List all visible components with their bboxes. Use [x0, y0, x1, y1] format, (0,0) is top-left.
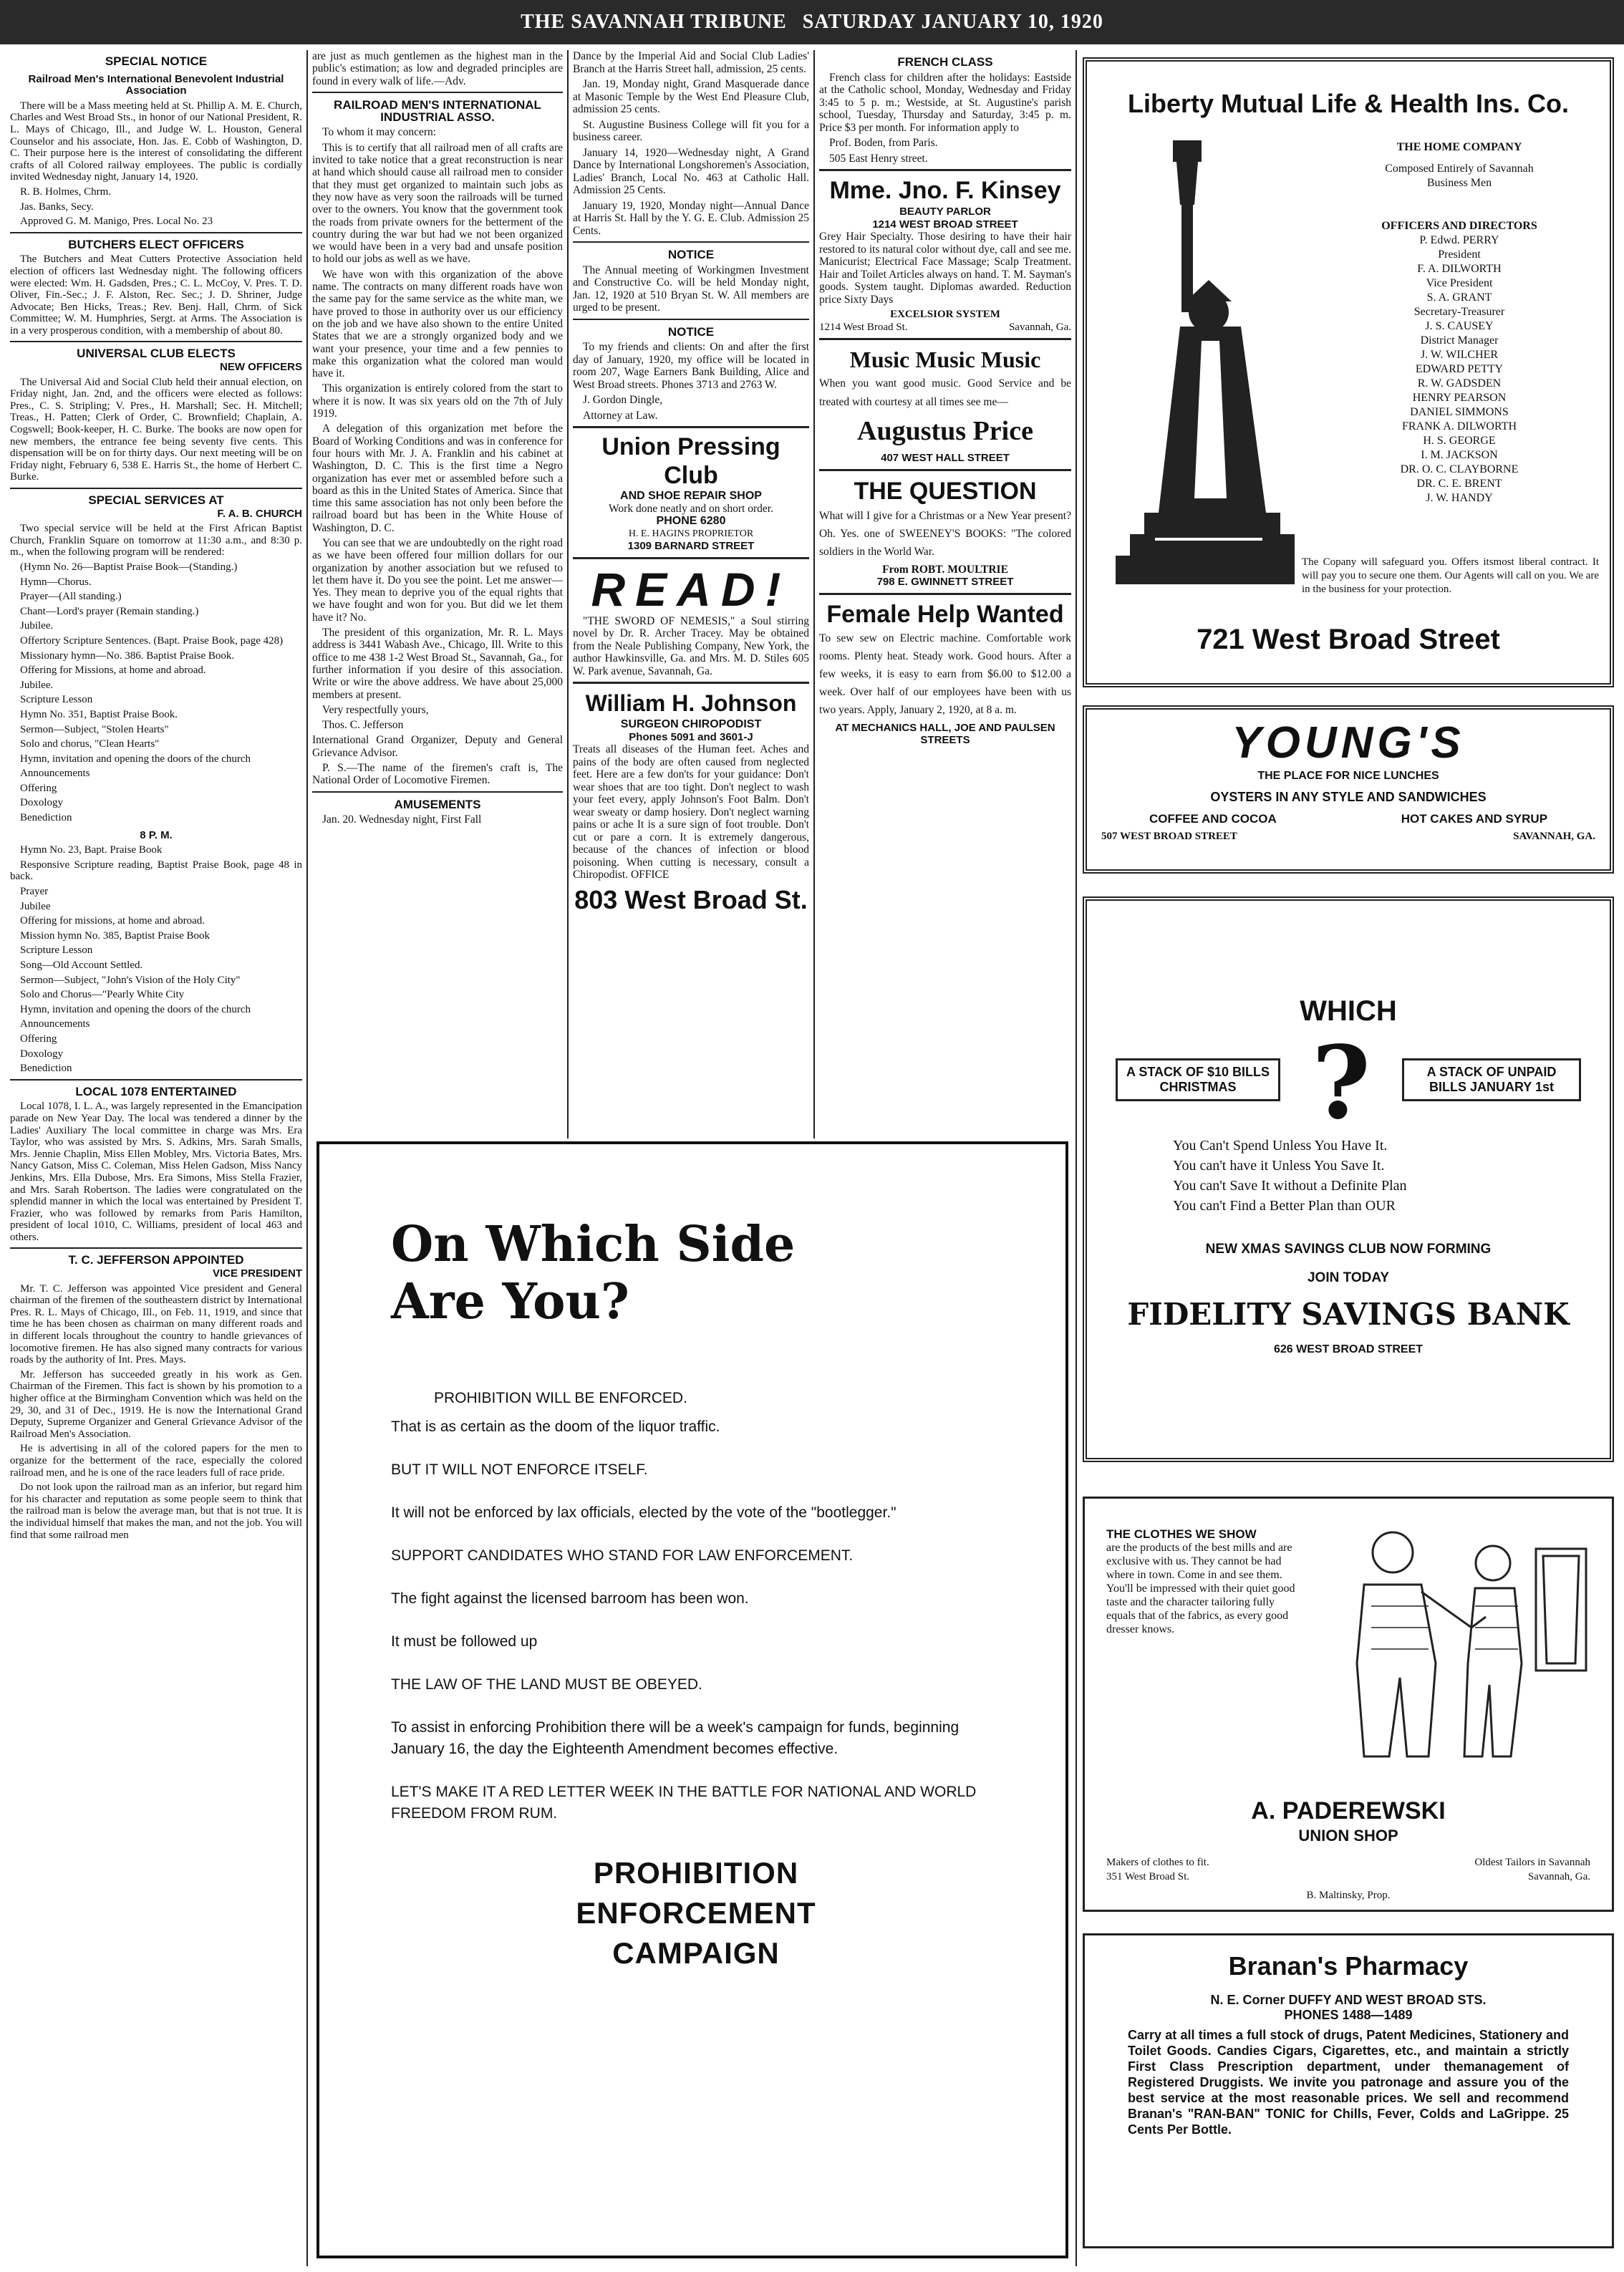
johnson-phones: Phones 5091 and 3601-J: [629, 730, 753, 743]
fidelity-line: You Can't Spend Unless You Have It.: [1173, 1138, 1388, 1154]
liberty-officers-title: OFFICERS AND DIRECTORS: [1381, 220, 1537, 232]
program-item: Announcements: [20, 768, 90, 780]
fidelity-choice: [1087, 1025, 1610, 1142]
youngs-row: [1087, 812, 1610, 826]
youngs-footer: [1087, 826, 1610, 843]
fidelity-club: NEW XMAS SAVINGS CLUB NOW FORMING: [1205, 1242, 1492, 1257]
liberty-title: Liberty Mutual Life & Health Ins. Co.: [1127, 89, 1570, 118]
kinsey-address: 1214 West Broad St.: [819, 321, 908, 333]
union-club-line: Work done neatly and on short order.: [609, 502, 773, 515]
special-notice-subtitle: Railroad Men's International Benevolent Industrial Association: [28, 72, 284, 97]
branan-phones: PHONES 1488—1489: [1284, 2008, 1413, 2022]
continued-text: are just as much gentlemen as the highest man in the public's estimation; as low and degraded principles are found in every walk of life.—Adv.: [312, 50, 563, 87]
special-notice-body: There will be a Mass meeting held at St. Phillip A. M. E. Church, Charles and West Broad Sts., in honor of our National President, R. L. Mays of Chicago, Ill., and Judge W. L. Houston, General Counselor and his associate, Hon. Jas. E. Cobb of Washington, D. C. Their purpose here is the interest of consolidating the different crafts of all Colored railway employees. The public is cordially invited Wednesday night, January 14, 1920.: [10, 100, 302, 183]
column-rule: [1076, 50, 1077, 2266]
prohibition-ad: [316, 1141, 1068, 2258]
officer: DR. C. E. BRENT: [1416, 478, 1502, 490]
divider: [819, 338, 1071, 340]
program-item: Missionary hymn—No. 386. Baptist Praise Book.: [20, 649, 235, 662]
officer: EDWARD PETTY: [1415, 363, 1504, 375]
kinsey-body: Grey Hair Specialty. Those desiring to have their hair restored to its natural color without dye, call and see me. Manicurist; Electrical Face Massage; Scalp Treatment. Hair and Toilet Articles always on hand. T. M. Sayman's goods. System taught. Diplomas awarded. Reduction price Sixty Days: [819, 231, 1071, 306]
fidelity-lines: [1087, 1136, 1610, 1216]
evening-heading: 8 P. M.: [140, 828, 173, 841]
divider: [10, 232, 302, 233]
liberty-mutual-ad: [1083, 57, 1614, 687]
jefferson-body: Mr. T. C. Jefferson was appointed Vice president and General chairman of the firemen of the southeastern district by International Pres. R. L. Mays of Chicago, Ill., on Feb. 11, 1919, and since that time he has been chosen as chairman on many different roads and in different locals throughout the country to handle grievances of locomotive firemen. He has also signed many contracts for various roads by the authority of Int. Pres. Mays.: [10, 1282, 302, 1366]
paderewski-prop: B. Maltinsky, Prop.: [1306, 1890, 1391, 1901]
program-item: Solo and Chorus—"Pearly White City: [20, 989, 185, 1001]
divider: [312, 791, 563, 793]
amusement-item: January 14, 1920—Wednesday night, A Grand Dance by International Longshoremen's Association, Ladies' Branch, Local No. 463 at Catholic Hall. Admission 25 Cents.: [573, 146, 809, 196]
signature: Jas. Banks, Secy.: [20, 200, 94, 213]
signature: Attorney at Law.: [583, 409, 658, 422]
union-club-address: 1309 BARNARD STREET: [627, 540, 755, 552]
amusements-title: AMUSEMENTS: [394, 797, 481, 811]
campaign-line: CAMPAIGN: [612, 1936, 780, 1970]
signature: J. Gordon Dingle,: [583, 394, 663, 406]
campaign-title: [391, 1853, 1001, 1973]
union-club-subtitle: AND SHOE REPAIR SHOP: [620, 490, 762, 502]
prohibition-line: To assist in enforcing Prohibition there will be a week's campaign for funds, beginning January 16, the day the Eighteenth Amendment becomes effective.: [391, 1719, 960, 1757]
christmas-box: A STACK OF $10 BILLS CHRISTMAS: [1116, 1058, 1280, 1101]
branans-pharmacy-ad: [1083, 1933, 1614, 2248]
campaign-line: PROHIBITION: [593, 1856, 799, 1890]
divider: [573, 319, 809, 320]
liberty-composed: Composed Entirely of Savannah: [1385, 163, 1534, 175]
fidelity-line: You can't have it Unless You Save It.: [1173, 1158, 1385, 1174]
female-help-address: AT MECHANICS HALL, JOE AND PAULSEN STREETS: [835, 721, 1055, 746]
youngs-line: OYSTERS IN ANY STYLE AND SANDWICHES: [1210, 790, 1487, 804]
amusement-item: Jan. 19, Monday night, Grand Masquerade dance at Masonic Temple by the West End Pleasure Club, admission 25 cents.: [573, 78, 809, 115]
program-item: Doxology: [20, 797, 63, 809]
program-item: Mission hymn No. 385, Baptist Praise Book: [20, 929, 211, 942]
jefferson-subtitle: VICE PRESIDENT: [212, 1267, 302, 1280]
prohibition-line: The fight against the licensed barroom has been won.: [391, 1590, 749, 1607]
program-item: Benediction: [20, 1063, 72, 1075]
paderewski-address: 351 West Broad St.: [1106, 1871, 1190, 1882]
railroad-title: RAILROAD MEN'S INTERNATIONAL INDUSTRIAL ASSO.: [334, 97, 541, 125]
jefferson-body: Do not look upon the railroad man as an inferior, but regard him for his character and reputation as some people seem to think that the railroad man is below the average man, but that is not true. It is the individual himself that makes the man, and not the job. You will find that some railroad men: [10, 1481, 302, 1541]
jefferson-title: T. C. JEFFERSON APPOINTED: [68, 1253, 244, 1267]
paderewski-oldest: Oldest Tailors in Savannah: [1474, 1857, 1590, 1868]
prohibition-line: It must be followed up: [391, 1633, 538, 1650]
divider: [819, 169, 1071, 171]
divider: [819, 469, 1071, 471]
kinsey-subtitle: BEAUTY PARLOR: [899, 206, 991, 218]
branan-address: N. E. Corner DUFFY AND WEST BROAD STS.: [1210, 1993, 1487, 2007]
price-address: 407 WEST HALL STREET: [881, 452, 1010, 464]
campaign-line: ENFORCEMENT: [576, 1896, 816, 1930]
liberty-home: THE HOME COMPANY: [1396, 141, 1522, 153]
program-item: (Hymn No. 26—Baptist Praise Book—(Standing.): [20, 561, 238, 573]
program-item: Song—Old Account Settled.: [20, 959, 143, 971]
officer: President: [1438, 248, 1481, 261]
officer: J. S. CAUSEY: [1425, 320, 1494, 332]
music-title: Music Music Music: [849, 347, 1041, 372]
question-title: THE QUESTION: [854, 477, 1037, 505]
youngs-title: YOUNG'S: [1232, 718, 1465, 768]
youngs-ad: [1083, 705, 1614, 874]
officer: R. W. GADSDEN: [1417, 377, 1502, 390]
butchers-body: The Butchers and Meat Cutters Protective Association held election of officers last Wednesday night. The following officers were elected: Wm. H. Gadsden, Pres.; C. L. McCoy, V. Pres. T. D. Oliver, Fin.-Sec.; J. F. Alston, Rec. Sec.; J. D. Shriner, Judge Advocate; Ben Hicks, Treas.; Rev. Benj. Hall, Chrm. of Sick Committee; W. M. Humphries, Sergt. at Arms. The Association is in a very prosperous condition, with a membership of about 80.: [10, 253, 302, 337]
officer: DR. O. C. CLAYBORNE: [1400, 463, 1519, 475]
fidelity-line: You can't Find a Better Plan than OUR: [1173, 1198, 1396, 1214]
prohibition-line: LET'S MAKE IT A RED LETTER WEEK IN THE BATTLE FOR NATIONAL AND WORLD FREEDOM FROM RUM.: [391, 1784, 977, 1822]
paderewski-row2: [1106, 1871, 1590, 1883]
program-item: Hymn No. 23, Bapt. Praise Book: [20, 844, 163, 856]
universal-title: UNIVERSAL CLUB ELECTS: [77, 347, 236, 361]
youngs-city: SAVANNAH, GA.: [1513, 831, 1595, 842]
universal-subtitle: NEW OFFICERS: [220, 361, 302, 374]
kinsey-system: EXCELSIOR SYSTEM: [890, 309, 1000, 320]
officer: S. A. GRANT: [1426, 291, 1492, 304]
officer: Secretary-Treasurer: [1413, 306, 1505, 318]
officer: P. Edwd. PERRY: [1419, 234, 1499, 246]
johnson-subtitle: SURGEON CHIROPODIST: [620, 718, 762, 730]
amusement-item: Dance by the Imperial Aid and Social Club Ladies' Branch at the Harris Street hall, admission, 25 cents.: [573, 50, 809, 75]
prohibition-line: That is as certain as the doom of the liquor traffic.: [391, 1418, 720, 1435]
program-item: Responsive Scripture reading, Baptist Praise Book, page 48 in back.: [10, 859, 302, 883]
tailor-illustration-icon: [1321, 1520, 1593, 1764]
divider: [10, 341, 302, 342]
union-club-phone: PHONE 6280: [656, 515, 726, 527]
program-item: Hymn, invitation and opening the doors of the church: [20, 753, 251, 765]
divider: [573, 241, 809, 243]
column-2: [312, 50, 563, 1139]
program-item: Sermon—Subject, "John's Vision of the Holy City": [20, 974, 241, 986]
notice-body: To my friends and clients: On and after the first day of January, 1920, my office will be located in room 207, Wage Earners Bank Building, Alice and West Broad streets. Phones 3713 and 2763 W.: [573, 341, 809, 391]
divider: [819, 593, 1071, 595]
branan-title: Branan's Pharmacy: [1228, 1951, 1469, 1981]
divider: [573, 557, 809, 559]
officer: F. A. DILWORTH: [1417, 263, 1502, 275]
railroad-body: A delegation of this organization met before the Board of Working Conditions and was in conference for four hours with Mr. J. A. Franklin and his cabinet at Washington, D. C. This is the first time a Negro organization has ever met or assembled before such a board as this in the United States of America. Since that time this same association has not only been before the railroad board but has been in the White House of Washington, D. C.: [312, 422, 563, 534]
railroad-body: You can see that we are undoubtedly on the right road as we have been offered four million dollars for our organization by another association but we refused to let them have it. Do you see the point. Let me answer—Yes. They mean to deprive you of the equal rights that we have fought and won for you. But did we let them have it? No.: [312, 536, 563, 624]
program-item: Prayer: [20, 886, 49, 898]
notice-title: NOTICE: [667, 248, 715, 261]
fidelity-address: 626 WEST BROAD STREET: [1273, 1343, 1424, 1355]
paderewski-shop: UNION SHOP: [1298, 1827, 1398, 1845]
divider: [10, 1247, 302, 1249]
program-item: Benediction: [20, 812, 72, 824]
liberty-pitch: The Copany will safeguard you. Offers itsmost liberal contract. It will pay you to secure one them. Our Agents will call on you. We are in the business for your protection.: [1302, 556, 1599, 595]
fidelity-bank-ad: [1083, 896, 1614, 1462]
program-item: Announcements: [20, 1018, 90, 1030]
notice-body: The Annual meeting of Workingmen Investment and Constructive Co. will be held Monday night, Jan. 12, 1920 at 510 Bryan St. W. All members are urged to be present.: [573, 264, 809, 314]
column-rule: [567, 50, 569, 1139]
postscript: P. S.—The name of the firemen's craft is, The National Order of Locomotive Firemen.: [312, 762, 563, 787]
program-item: Chant—Lord's prayer (Remain standing.): [20, 605, 199, 617]
fidelity-join: JOIN TODAY: [1307, 1270, 1390, 1285]
signature: Approved G. M. Manigo, Pres. Local No. 23: [20, 216, 213, 228]
french-title: FRENCH CLASS: [897, 55, 993, 69]
column-rule: [306, 50, 308, 2266]
issue-date: SATURDAY JANUARY 10, 1920: [802, 11, 1103, 33]
headline-line: Are You?: [391, 1273, 629, 1330]
jefferson-body: Mr. Jefferson has succeeded greatly in his work as Gen. Chairman of the Firemen. This fact is shown by his promotion to a higher office at the Birmingham Convention which was held on the 29, 30, and 31 of Dec., 1919. He is now the International Grand Deputy, Supreme Organizer and General Grievance Advisor of the Railroad Men's Association.: [10, 1368, 302, 1440]
services-subtitle: F. A. B. CHURCH: [217, 507, 302, 520]
program-item: Hymn No. 351, Baptist Praise Book.: [20, 708, 178, 720]
program-item: Sermon—Subject, "Stolen Hearts": [20, 723, 169, 735]
prohibition-line: PROHIBITION WILL BE ENFORCED.: [434, 1390, 687, 1406]
read-title: READ!: [591, 562, 791, 616]
signature: Prof. Boden, from Paris.: [829, 137, 938, 149]
officer: FRANK A. DILWORTH: [1401, 420, 1517, 432]
branan-body: Carry at all times a full stock of drugs, Patent Medicines, Stationery and Toilet Goods. Candies Cigars, Cigarettes, etc., and maintain a strictly First Class Prescription department, under themanagement of Registered Druggists. We invite you patronage and assure you of the best service at the most reasonable prices. We sell and recommend Branan's "RAN-BAN" TONIC for Chills, Fever, Colds and LaGrippe. 25 Cents Per Bottle.: [1128, 2028, 1569, 2137]
officer: HENRY PEARSON: [1412, 392, 1507, 404]
local-title: LOCAL 1078 ENTERTAINED: [75, 1084, 237, 1098]
program-item: Jubilee.: [20, 620, 54, 632]
fidelity-which: WHICH: [1300, 995, 1397, 1027]
divider: [312, 92, 563, 93]
program-list: [10, 561, 302, 824]
unpaid-bills-box: A STACK OF UNPAID BILLS JANUARY 1st: [1402, 1058, 1581, 1101]
music-body: When you want good music. Good Service and be treated with courtesy at all times see me—: [819, 377, 1071, 408]
officer: J. W. WILCHER: [1420, 349, 1499, 361]
officer: H. S. GEORGE: [1423, 435, 1496, 447]
signature-title: International Grand Organizer, Deputy and General Grievance Advisor.: [312, 734, 563, 759]
paderewski-name: A. PADEREWSKI: [1251, 1797, 1446, 1824]
evening-program-list: [10, 844, 302, 1075]
liberty-address: 721 West Broad Street: [1197, 624, 1500, 655]
column-1: [10, 50, 302, 2266]
officer: Vice President: [1426, 277, 1493, 289]
kinsey-title: Mme. Jno. F. Kinsey: [829, 177, 1061, 204]
kinsey-address: 1214 WEST BROAD STREET: [872, 218, 1018, 231]
program-item: Solo and chorus, "Clean Hearts": [20, 738, 160, 750]
program-item: Offering: [20, 782, 57, 794]
paderewski-makers: Makers of clothes to fit.: [1106, 1857, 1209, 1868]
johnson-body: Treats all diseases of the Human feet. Aches and pains of the body are often caused from neglected feet. Here are a few don'ts for your guidance: Don't wear shoes that are too tight. Don't neglect to wash your feet every, apply Johnson's Foot Balm. Don't wear sweaty or damp hosiery. Don't neglect warning pains or ache It is a sure sign of foot trouble. Don't cut or pare a corn. It is extremely dangerous, because of the chances of infection or blood poisoning. When cutting is necessary, consult a Chiropodist. OFFICE: [573, 743, 809, 881]
closing: Very respectfully yours,: [322, 703, 429, 716]
paderewski-heading: THE CLOTHES WE SHOW: [1106, 1527, 1257, 1541]
fidelity-bank-name: FIDELITY SAVINGS BANK: [1127, 1297, 1570, 1332]
amusement-item: St. Augustine Business College will fit you for a business career.: [573, 118, 809, 143]
prohibition-headline: [391, 1216, 1001, 1330]
divider: [10, 1079, 302, 1081]
female-help-title: Female Help Wanted: [826, 600, 1064, 628]
program-item: Prayer—(All standing.): [20, 591, 122, 603]
question-body: What will I give for a Christmas or a New Year present? Oh. Yes. one of SWEENEY'S BOOKS: "The colored soldiers in the World War.: [819, 509, 1071, 558]
program-item: Scripture Lesson: [20, 694, 93, 706]
paderewski-ad: [1083, 1497, 1614, 1912]
prohibition-line: It will not be enforced by lax officials, elected by the vote of the "bootlegger.": [391, 1504, 896, 1521]
price-name: Augustus Price: [857, 416, 1033, 446]
liberty-officers-list: [1323, 233, 1595, 506]
officer: I. M. JACKSON: [1421, 449, 1498, 461]
signature: 505 East Henry street.: [829, 152, 928, 165]
prohibition-line: BUT IT WILL NOT ENFORCE ITSELF.: [391, 1461, 648, 1478]
johnson-address: 803 West Broad St.: [574, 884, 808, 914]
officer: DANIEL SIMMONS: [1410, 406, 1509, 418]
youngs-address: 507 WEST BROAD STREET: [1101, 831, 1237, 842]
liberty-business: Business Men: [1426, 177, 1492, 189]
paderewski-body: are the products of the best mills and are exclusive with us. They cannot be had where in town. Come in and see them. You'll be impressed with their quiet good taste and the character tailoring fully equals that of the fabrics, as every good dresser knows.: [1106, 1542, 1295, 1635]
youngs-item: COFFEE AND COCOA: [1149, 812, 1277, 826]
services-title: SPECIAL SERVICES AT: [88, 493, 224, 507]
paderewski-row1: [1106, 1857, 1590, 1869]
program-item: Hymn, invitation and opening the doors of the church: [20, 1003, 251, 1015]
butchers-title: BUTCHERS ELECT OFFICERS: [68, 237, 244, 251]
local-body: Local 1078, I. L. A., was largely represented in the Emancipation parade on New Year Day. The local was tendered a dinner by the Ladies' Auxiliary The local committee in charge was Mrs. Era Taylor, who was assisted by Mrs. S. Adkins, Mrs. Sarah Smalls, Mrs. Jennie Chaplin, Miss Ellen Mobley, Mrs. Victoria Bates, Mrs. Nancy Gatson, Miss C. Coleman, Miss Helen Gadson, Miss Nancy Jenkins, Mrs. Ella Dubose, Mrs. Era Simons, Miss Stella Frazier, and Mrs. Sarah Robertson. The ladies were congratulated on the splendid manner in which the local was entertained by President T. Frazier, who was followed by remarks from Paris Hamilton, president of local 1010, C. Williams, president of local 463 and others.: [10, 1101, 302, 1243]
salutation: To whom it may concern:: [322, 126, 437, 139]
female-help-body: To sew sew on Electric machine. Comfortable work rooms. Plenty heat. Steady work. Good hours. After a few weeks, it is easy to earn from $6.00 to $12.00 a week. Over half of our employees have been with us two years. Apply, January 2, 1920, at 8 a. m.: [819, 632, 1071, 716]
column-3: [573, 50, 809, 1139]
column-4: [819, 50, 1071, 1139]
prohibition-line: SUPPORT CANDIDATES WHO STAND FOR LAW ENFORCEMENT.: [391, 1547, 854, 1564]
program-item: Offering for missions, at home and abroad.: [20, 915, 205, 927]
amusement-item: January 19, 1920, Monday night—Annual Dance at Harris St. Hall by the Y. G. E. Club. Admission 25 Cents.: [573, 199, 809, 237]
divider: [10, 488, 302, 489]
paderewski-city: Savannah, Ga.: [1527, 1871, 1590, 1882]
divider: [573, 426, 809, 428]
program-item: Doxology: [20, 1048, 63, 1060]
column-rule: [813, 50, 815, 1139]
program-item: Jubilee.: [20, 679, 54, 691]
johnson-title: William H. Johnson: [585, 690, 797, 716]
program-item: Jubilee: [20, 900, 51, 912]
fidelity-line: You can't Save It without a Definite Plan: [1173, 1178, 1407, 1194]
program-item: Offering for Missions, at home and abroad.: [20, 664, 206, 677]
divider: [573, 682, 809, 684]
read-body: "THE SWORD OF NEMESIS," a Soul stirring novel by Dr. R. Archer Tracey. May be obtained from the Neale Publishing Company, New York, the author Hawkinsville, Ga. and Mrs. M. D. Stiles 605 W. Park avenue, Savannah, Ga.: [573, 614, 809, 677]
services-body: Two special service will be held at the First African Baptist Church, Franklin Square on tomorrow at 11:30 a.m., and 8:30 p. m., when the following program will be rendered:: [10, 523, 302, 559]
officer: J. W. HANDY: [1426, 492, 1493, 504]
kinsey-footer: [819, 322, 1071, 334]
program-item: Offertory Scripture Sentences. (Bapt. Praise Book, page 428): [20, 634, 284, 647]
headline-line: On Which Side: [391, 1216, 796, 1273]
union-club-proprietor: H. E. HAGINS PROPRIETOR: [628, 528, 754, 539]
jefferson-body: He is advertising in all of the colored papers for the men to organize for the betterment of the race, especially the colored railroad men, and he is one of the race leaders full of race pride.: [10, 1443, 302, 1479]
question-mark: ?: [1311, 1025, 1371, 1142]
program-item: Hymn—Chorus.: [20, 576, 92, 588]
question-from: From ROBT. MOULTRIE: [882, 563, 1008, 576]
paderewski-copy: [1106, 1527, 1300, 1636]
masthead: [0, 0, 1624, 44]
paper-name: THE SAVANNAH TRIBUNE: [521, 11, 787, 33]
youngs-item: HOT CAKES AND SYRUP: [1401, 812, 1548, 826]
universal-body: The Universal Aid and Social Club held their annual election, on Friday night, Jan. 2nd, and the officers were elected as follows: Pres., C. S. Stripling; V. Pres., H. Marshall; Sec. H. Mitchell; Treas., H. Patten; Clerk of Order, C. Brownfield; Chaplain, A. Cogswell; Book-keeper, H. C. Burke. The books are now open for new members, the entrance fee being seventy five cents. This dispensation will be on for thirty days. Our next meeting will be on Friday night, February 6, 538 E. Harris St., the home of Herbert C. Burke.: [10, 376, 302, 483]
special-notice-title: SPECIAL NOTICE: [105, 54, 208, 68]
railroad-body: The president of this organization, Mr. R. L. Mays address is 3441 Wabash Ave., Chicago, Ill. Write to this office to me 438 1-2 West Broad St., Savannah, Ga., for further information if you desire of this association. Write or wire the above address. We have about 25,000 members at present.: [312, 627, 563, 701]
officer: District Manager: [1420, 334, 1499, 347]
program-item: Scripture Lesson: [20, 944, 93, 957]
notice-title: NOTICE: [667, 324, 715, 339]
signature: R. B. Holmes, Chrm.: [20, 185, 112, 198]
railroad-body: We have won with this organization of the above name. The contracts on many different roads have won the same pay for the same service as the white man, we have proved to those in authority over us our efficiency on the job and we have also shown to the entire United States that we are a strongly organized body and we want your presence, your time and a few pennies to make this organization what the colored man would have it.: [312, 268, 563, 380]
union-club-title: Union Pressing Club: [601, 433, 780, 489]
railroad-body: This is to certify that all railroad men of all crafts are invited to take notice that a great reconstruction is near at hand which should cause all railroad men to consider that they must get organized to maintain such jobs as they now have as very soon the railroads will be turned over to the owners. You know that the government took the roads from private owners for the betterment of the country during the war but had we not been organized we would have been in a very bad and unsafe position to hold our jobs as well as we have.: [312, 141, 563, 266]
prohibition-line: THE LAW OF THE LAND MUST BE OBEYED.: [391, 1676, 702, 1693]
statue-of-liberty-icon: [1101, 140, 1295, 591]
liberty-company-info: [1323, 140, 1595, 506]
railroad-body: This organization is entirely colored from the start to where it is now. It was six years old on the 7th of July 1919.: [312, 382, 563, 420]
french-body: French class for children after the holidays: Eastside at the Catholic school, Monday, Wednesday and Friday 3:45 to 5 p. m.; Westside, at St. Augustine's parish school, Tuesday, Thursday and Saturday, 3:45 p. m. Price $3 per month. For information apply to: [819, 71, 1071, 134]
youngs-tag: THE PLACE FOR NICE LUNCHES: [1257, 770, 1439, 782]
amusement-item: Jan. 20. Wednesday night, First Fall: [322, 813, 482, 826]
signature: Thos. C. Jefferson: [322, 719, 404, 732]
question-address: 798 E. GWINNETT STREET: [876, 576, 1014, 588]
kinsey-city: Savannah, Ga.: [1008, 321, 1071, 333]
program-item: Offering: [20, 1033, 57, 1045]
